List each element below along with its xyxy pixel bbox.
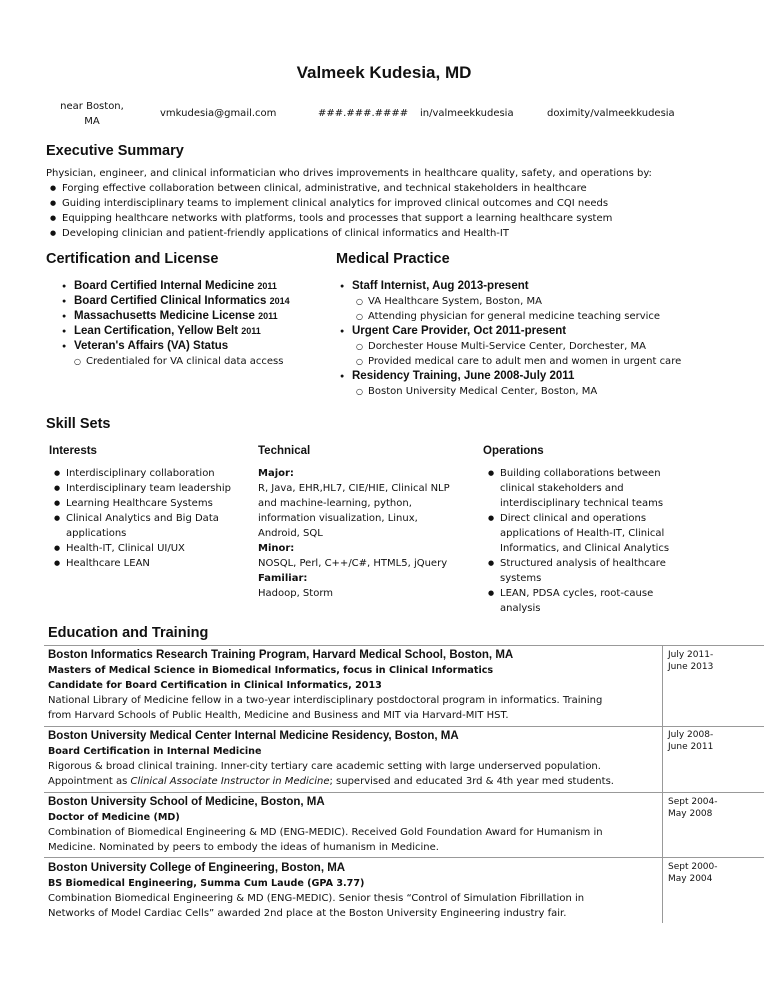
interest-item: ● Learning Healthcare Systems (66, 496, 246, 511)
familiar-label: Familiar: (258, 573, 308, 584)
operations-item: ● Structured analysis of healthcare systems (500, 556, 680, 586)
description: from Harvard Schools of Public Health, Medicine and Business and MIT via Harvard-MIT HST. (48, 710, 509, 721)
operations-item: ● Direct clinical and operations applications of Health-IT, Clinical Informatics, and Clinical Analytics (500, 511, 680, 556)
degree: Board Certification in Internal Medicine (48, 746, 262, 757)
description: Medicine. Nominated by peers to embody the ideas of humanism in Medicine. (48, 842, 439, 853)
degree: Candidate for Board Certification in Clinical Informatics, 2013 (48, 680, 382, 691)
institution: Boston Informatics Research Training Program, Harvard Medical School, Boston, MA (48, 649, 514, 661)
medical-practice-heading: Medical Practice (336, 251, 450, 267)
cert-item: ● Board Certified Internal Medicine 2011 (74, 279, 344, 294)
description: Combination Biomedical Engineering & MD (ENG-MEDIC). Senior thesis “Control of Simulation Fibrillation in (48, 893, 585, 904)
cert-item: ● Board Certified Clinical Informatics 2014 (74, 294, 344, 309)
interests-heading: Interests (49, 445, 97, 457)
date-range: Sept 2004- May 2008 (668, 797, 718, 819)
interest-item: ● Interdisciplinary collaboration (66, 466, 246, 481)
education-entry (48, 647, 660, 723)
technical-skills (258, 466, 458, 601)
operations-item: ● LEAN, PDSA cycles, root-cause analysis (500, 586, 680, 616)
interests-list (66, 466, 246, 571)
row-divider (44, 726, 764, 727)
practice-role: ● Urgent Care Provider, Oct 2011-present (352, 324, 762, 339)
degree: Masters of Medical Science in Biomedical Informatics, focus in Clinical Informatics (48, 665, 494, 676)
institution: Boston University School of Medicine, Boston, MA (48, 796, 325, 808)
location-line-1: near Boston, (60, 101, 124, 112)
cert-sub-item: ○ Credentialed for VA clinical data access (86, 354, 344, 369)
practice-detail: ○ Boston University Medical Center, Boston, MA (368, 384, 762, 399)
operations-list (500, 466, 680, 616)
summary-intro: Physician, engineer, and clinical informatician who drives improvements in healthcare quality, safety, and operations by: (46, 168, 652, 179)
description: Appointment as Clinical Associate Instructor in Medicine; supervised and educated 3rd & 4th year med students. (48, 776, 614, 787)
date-range: July 2008- June 2011 (668, 730, 714, 752)
institution: Boston University Medical Center Internal Medicine Residency, Boston, MA (48, 730, 459, 742)
summary-bullet: ● Forging effective collaboration between clinical, administrative, and technical stakeholders in healthcare (62, 181, 761, 196)
cert-item: ● Veteran's Affairs (VA) Status (74, 339, 344, 354)
skill-sets-heading: Skill Sets (46, 416, 111, 432)
location-line-2: MA (84, 116, 100, 127)
summary-bullet: ● Guiding interdisciplinary teams to implement clinical analytics for improved clinical outcomes and CQI needs (62, 196, 761, 211)
practice-detail: ○ Provided medical care to adult men and women in urgent care (368, 354, 762, 369)
minor-label: Minor: (258, 543, 295, 554)
location (52, 99, 132, 129)
practice-detail: ○ Dorchester House Multi-Service Center, Dorchester, MA (368, 339, 762, 354)
major-label: Major: (258, 468, 294, 479)
major-skills: R, Java, EHR,HL7, CIE/HIE, Clinical NLP and machine-learning, python, information visualization, Linux, Android, SQL (258, 483, 450, 539)
date-range: July 2011- June 2013 (668, 650, 714, 672)
executive-summary-heading: Executive Summary (46, 143, 184, 159)
page-title: Valmeek Kudesia, MD (296, 63, 472, 82)
technical-heading: Technical (258, 445, 311, 457)
interest-item: ● Healthcare LEAN (66, 556, 246, 571)
degree: Doctor of Medicine (MD) (48, 812, 180, 823)
institution: Boston University College of Engineering, Boston, MA (48, 862, 346, 874)
row-divider (44, 792, 764, 793)
date-range: Sept 2000- May 2004 (668, 862, 718, 884)
linkedin-link[interactable]: in/valmeekkudesia (420, 108, 514, 119)
degree: BS Biomedical Engineering, Summa Cum Laude (GPA 3.77) (48, 878, 365, 889)
description: National Library of Medicine fellow in a two-year interdisciplinary postdoctoral program in informatics. Training (48, 695, 603, 706)
email-link[interactable]: vmkudesia@gmail.com (160, 108, 277, 119)
interest-item: ● Interdisciplinary team leadership (66, 481, 246, 496)
executive-summary (46, 166, 761, 241)
minor-skills: NOSQL, Perl, C++/C#, HTML5, jQuery (258, 558, 448, 569)
cert-item: ● Massachusetts Medicine License 2011 (74, 309, 344, 324)
medical-practice-list (352, 279, 762, 399)
interest-item: ● Clinical Analytics and Big Data applications (66, 511, 246, 541)
education-entry (48, 860, 660, 921)
cert-item: ● Lean Certification, Yellow Belt 2011 (74, 324, 344, 339)
operations-heading: Operations (483, 445, 544, 457)
practice-role: ● Residency Training, June 2008-July 2011 (352, 369, 762, 384)
row-divider (44, 857, 764, 858)
interest-item: ● Health-IT, Clinical UI/UX (66, 541, 246, 556)
certification-heading: Certification and License (46, 251, 219, 267)
phone-number: ###.###.#### (318, 108, 409, 119)
summary-bullet: ● Developing clinician and patient-friendly applications of clinical informatics and Health-IT (62, 226, 761, 241)
education-heading: Education and Training (48, 625, 209, 641)
education-entry (48, 794, 660, 855)
summary-bullet: ● Equipping healthcare networks with platforms, tools and processes that support a learning healthcare system (62, 211, 761, 226)
row-divider (44, 645, 764, 646)
practice-detail: ○ VA Healthcare System, Boston, MA (368, 294, 762, 309)
description: Networks of Model Cardiac Cells” awarded 2nd place at the Boston University Engineering industry fair. (48, 908, 567, 919)
operations-item: ● Building collaborations between clinical stakeholders and interdisciplinary technical teams (500, 466, 680, 511)
description: Combination of Biomedical Engineering & MD (ENG-MEDIC). Received Gold Foundation Award for Humanism in (48, 827, 603, 838)
certification-list (74, 279, 344, 369)
doximity-link[interactable]: doximity/valmeekkudesia (547, 108, 675, 119)
familiar-skills: Hadoop, Storm (258, 588, 333, 599)
date-column-divider (662, 645, 663, 923)
description: Rigorous & broad clinical training. Inner-city tertiary care academic setting with large underserved population. (48, 761, 601, 772)
practice-role: ● Staff Internist, Aug 2013-present (352, 279, 762, 294)
education-entry (48, 728, 660, 789)
practice-detail: ○ Attending physician for general medicine teaching service (368, 309, 762, 324)
